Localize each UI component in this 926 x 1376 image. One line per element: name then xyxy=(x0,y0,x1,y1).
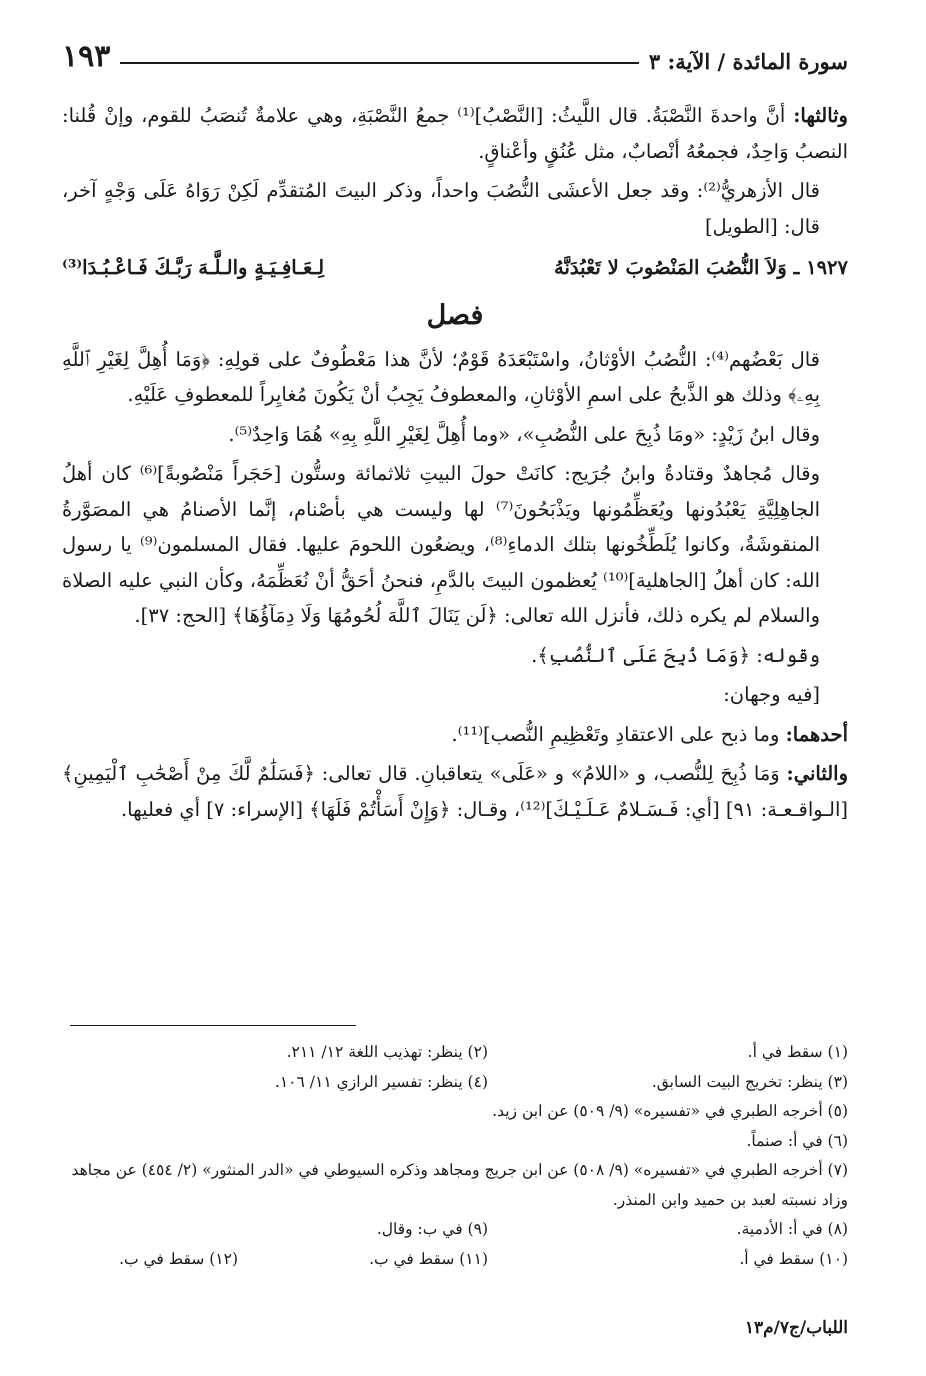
footnote-separator xyxy=(70,1025,356,1026)
verse-first-hemistich: ١٩٢٧ ـ وَلاَ النُّصُبَ المَنْصُوبَ لا تَعْبُدَنَّهُ xyxy=(553,256,848,279)
running-title: سورة المائدة / الآية: ٣ xyxy=(648,49,848,74)
footnote: (٤) ينظر: تفسير الرازي ١١/ ١٠٦. xyxy=(274,1072,488,1091)
poetry-verse xyxy=(62,250,848,286)
paragraph-text: وَمَا ذُبِحَ لِلنُّصب، و «اللامُ» و «عَلَى» يتعاقبانِ. قال تعالى: ﴿فَسَلَٰمٌ لَّكَ مِنْ أَصْحَٰبِ ٱلْيَمِينِ﴾ [الـواقـعـة: ٩١] [أي: فَـسَـلامٌ عَـلَـيْـكَ]⁽¹²⁾، وقـال: ﴿وَإِنْ أَسَأْتُمْ فَلَهَا﴾ [الإسراء: ٧] أي فعليها. xyxy=(62,762,848,821)
paragraph xyxy=(62,98,848,169)
paragraph: قال بَعْضُهم⁽⁴⁾: النُّصُبُ الأوْثانُ، واسْتَبْعَدَهُ قَوْمٌ؛ لأنَّ هذا مَعْطُوفٌ على قولِهِ: ﴿وَمَا أُهِلَّ لِغَيْرِ ٱللَّهِ بِهِۦ﴾ وذلك هو الذَّبحُ على اسمِ الأوْثانِ، والمعطوفُ يَجِبُ أنْ يَكُونَ مُغايِراً للمعطوفِ عَلَيْهِ. xyxy=(62,347,820,406)
paragraph-label: والثاني: xyxy=(786,762,848,785)
footnote-row xyxy=(62,1215,848,1245)
footnote-row xyxy=(62,1245,848,1275)
footnote: (٦) في أ: صنماً. xyxy=(746,1131,848,1150)
footnote: (١٢) سقط في ب. xyxy=(119,1249,238,1268)
footnote-row xyxy=(62,1038,848,1068)
paragraph: [فيه وجهان: xyxy=(723,683,820,706)
footnote: (٧) أخرجه الطبري في «تفسيره» (٩/ ٥٠٨) عن ابن جريج ومجاهد وذكره السيوطي في «الدر المنثور» (٢/ ٤٥٤) عن مجاهد وزاد نسبته لعبد بن حميد وابن المنذر. xyxy=(71,1161,848,1209)
page-header xyxy=(62,30,848,74)
footnote: (٢) ينظر: تهذيب اللغة ١٢/ ٢١١. xyxy=(286,1043,488,1061)
verse-second-hemistich: لِـعَـافِـيَـةٍ والـلَّـهَ رَبَّـكَ فَـاعْـبُـدَا⁽³⁾ xyxy=(62,256,325,279)
section-heading: فصل xyxy=(426,299,484,331)
header-rule xyxy=(120,62,639,64)
main-text xyxy=(62,98,848,831)
footnote: (٥) أخرجه الطبري في «تفسيره» (٩/ ٥٠٩) عن ابن زيد. xyxy=(492,1102,848,1120)
paragraph xyxy=(62,717,848,753)
paragraph-text: وما ذبح على الاعتقادِ وتَعْظِيمِ النُّصب]⁽¹¹⁾. xyxy=(451,722,786,746)
paragraph: قال الأزهريُّ⁽²⁾: وقد جعل الأعشَى النُّصُبَ واحداً، وذكر البيتَ المُتقدِّم لَكِنْ رَوَاهُ عَلَى وَجْهٍ آخر، قال: [الطويل] xyxy=(62,179,820,238)
paragraph-label: أحدهما: xyxy=(785,722,848,746)
footnote: (٩) في ب: وقال. xyxy=(376,1220,488,1238)
paragraph xyxy=(62,756,848,827)
paragraph-label: وثالثها: xyxy=(793,104,848,127)
footnotes xyxy=(62,1038,848,1274)
footnote: (٣) ينظر: تخريج البيت السابق. xyxy=(651,1072,848,1091)
paragraph-text: أنَّ واحدةَ النَّصْبَةُ. قال اللَّيثُ: [النَّصْبُ]⁽¹⁾ جمعُ النَّصْبَةِ، وهي علامةٌ تُنصَبُ للقوم، وإنْ قُلنا: النصبُ وَاحِدٌ، فجمعُهُ أنْصابٌ، مثل عُنُقٍ وأعْناقٍ. xyxy=(62,104,848,163)
volume-signature: اللباب/ج٧/م١٣ xyxy=(744,1318,848,1338)
paragraph: وقال ابنُ زَيْدٍ: «ومَا ذُبِحَ على النُّصُبِ»، «وما أُهِلَّ لِغَيْرِ اللَّهِ بِهِ» هُمَا وَاحِدٌ⁽⁵⁾. xyxy=(228,422,820,446)
paragraph: وقوله: ﴿وَمَا ذُبِحَ عَلَى ٱلنُّصُبِ﴾. xyxy=(531,643,820,667)
footnote: (١) سقط في أ. xyxy=(747,1043,848,1061)
footnote-row xyxy=(62,1068,848,1098)
footnote: (٨) في أ: الأدمية. xyxy=(736,1220,848,1238)
page-number: ١٩٣ xyxy=(62,39,111,74)
paragraph: وقال مُجاهدٌ وقتادةُ وابنُ جُرَيج: كانَتْ حولَ البيتِ ثلاثمائة وستُّون [حَجَراً مَنْصُوبةً]⁽⁶⁾ كان أهلُ الجاهِلِيَّةِ يَعْبُدُونها ويُعَظِّمُونها ويَذْبَحُونَ⁽⁷⁾ لها وليست هي بأصْنام، إنَّما الأصنامُ هي المصَوَّرةُ المنقوشَةُ، وكانوا يُلَطِّخُونها بتلك الدماءِ⁽⁸⁾، ويضعُون اللحومَ عليها. فقال المسلمون⁽⁹⁾ يا رسول الله: كان أهلُ [الجاهلية]⁽¹⁰⁾ يُعظمون البيتَ بالدَّمِ، فنحنُ أحَقُّ أنْ نُعَظِّمَهُ، وكأن النبي عليه الصلاة والسلام لم يكره ذلك، فأنزل الله تعالى: ﴿لَن يَنَالَ ٱللَّهَ لُحُومُهَا وَلَا دِمَآؤُهَا﴾ [الحج: ٣٧]. xyxy=(62,462,821,627)
footnote: (١٠) سقط في أ. xyxy=(739,1249,848,1268)
footnote: (١١) سقط في ب. xyxy=(369,1249,488,1268)
